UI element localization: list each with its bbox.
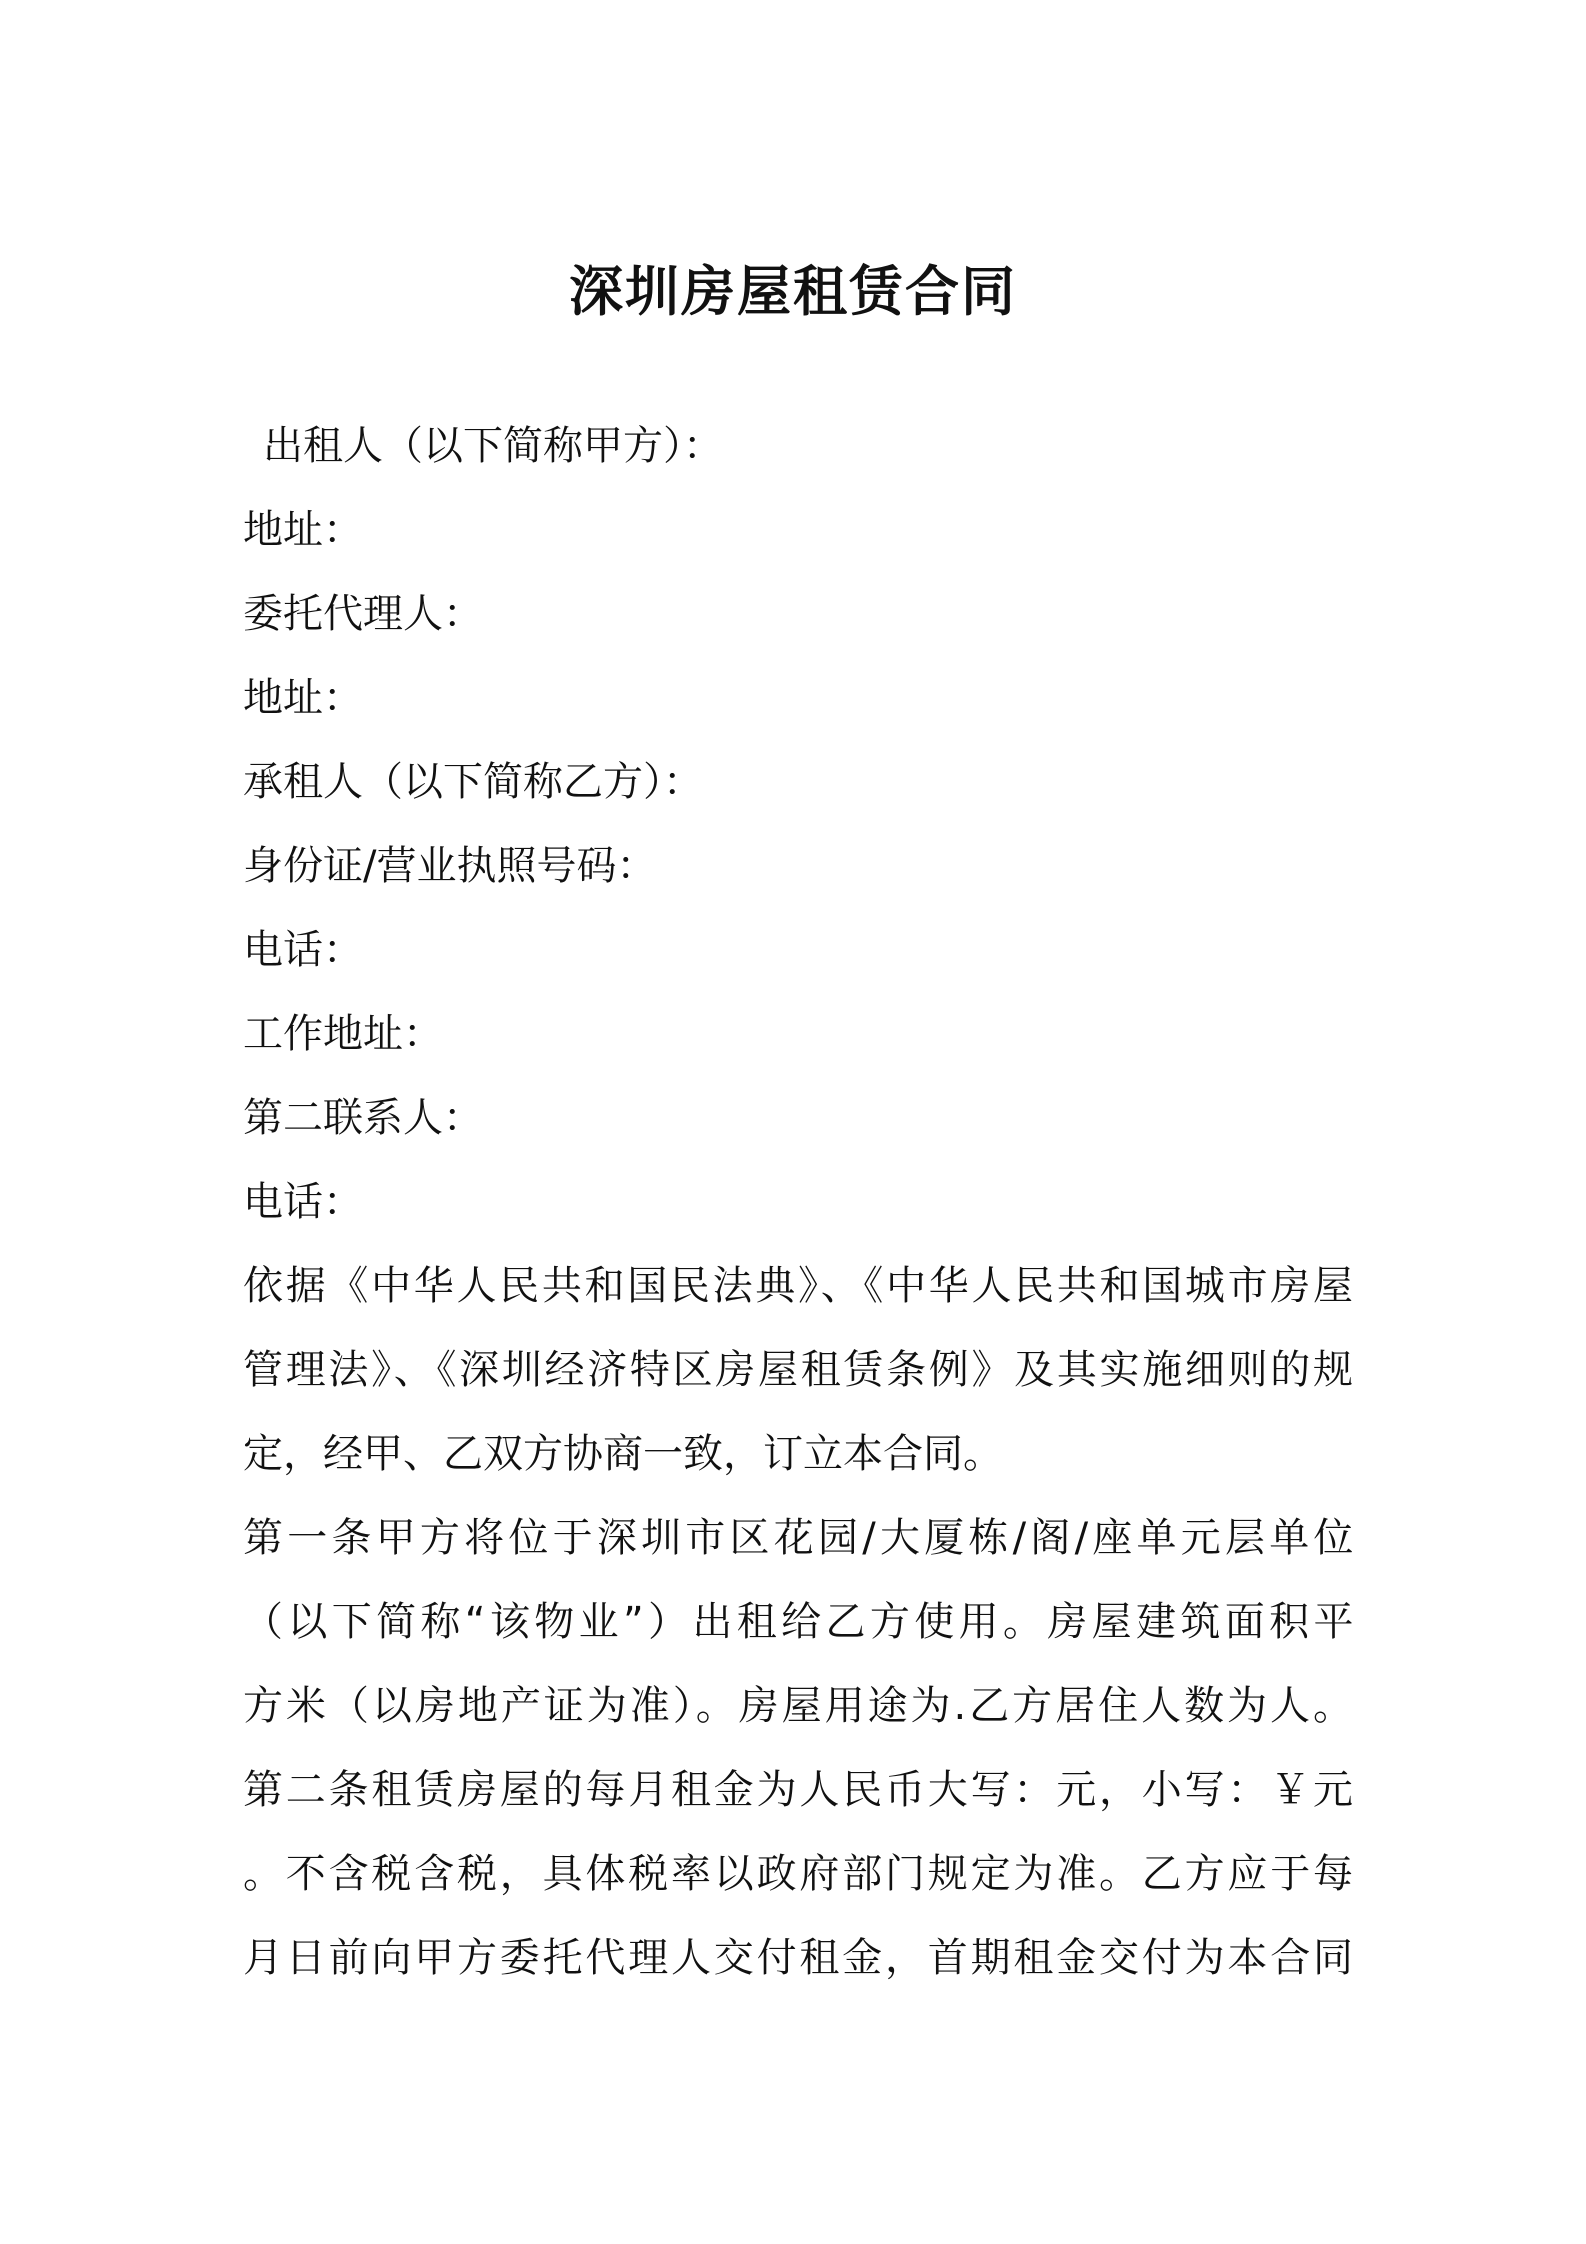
id-license-field: 身份证/营业执照号码：	[243, 843, 657, 889]
lessor-field: 出租人（以下简称甲方）：	[263, 423, 723, 469]
second-contact-phone-field: 电话：	[243, 1179, 363, 1225]
work-address-field: 工作地址：	[243, 1011, 443, 1057]
lessor-address-field: 地址：	[243, 507, 363, 553]
paragraph-line: 依据《中华人民共和国民法典》、《中华人民共和国城市房屋	[243, 1263, 1356, 1309]
lessee-field: 承租人（以下简称乙方）：	[243, 759, 703, 805]
document-body	[243, 404, 1358, 2000]
agent-address-field: 地址：	[243, 675, 363, 721]
preamble-paragraph	[243, 1244, 1356, 1496]
paragraph-line: 管理法》、《深圳经济特区房屋租赁条例》及其实施细则的规	[243, 1347, 1356, 1393]
document-title: 深圳房屋租赁合同	[569, 260, 1017, 323]
agent-field: 委托代理人：	[243, 591, 483, 637]
paragraph-line: （以下简称“该物业”）出租给乙方使用。房屋建筑面积平	[243, 1599, 1358, 1645]
article-two-paragraph	[243, 1748, 1356, 2000]
paragraph-line: 方米（以房地产证为准）。房屋用途为.乙方居住人数为人。	[243, 1683, 1356, 1729]
paragraph-line: 第二条租赁房屋的每月租金为人民币大写：元，小写：￥元	[243, 1767, 1356, 1813]
paragraph-line: 月日前向甲方委托代理人交付租金，首期租金交付为本合同	[243, 1935, 1356, 1981]
phone-field: 电话：	[243, 927, 363, 973]
paragraph-line: 定，经甲、乙双方协商一致，订立本合同。	[243, 1431, 1003, 1477]
second-contact-field: 第二联系人：	[243, 1095, 483, 1141]
article-one-paragraph	[243, 1496, 1358, 1748]
paragraph-line: 第一条甲方将位于深圳市区花园/大厦栋/阁/座单元层单位	[243, 1515, 1358, 1561]
paragraph-line: 。不含税含税，具体税率以政府部门规定为准。乙方应于每	[243, 1851, 1356, 1897]
